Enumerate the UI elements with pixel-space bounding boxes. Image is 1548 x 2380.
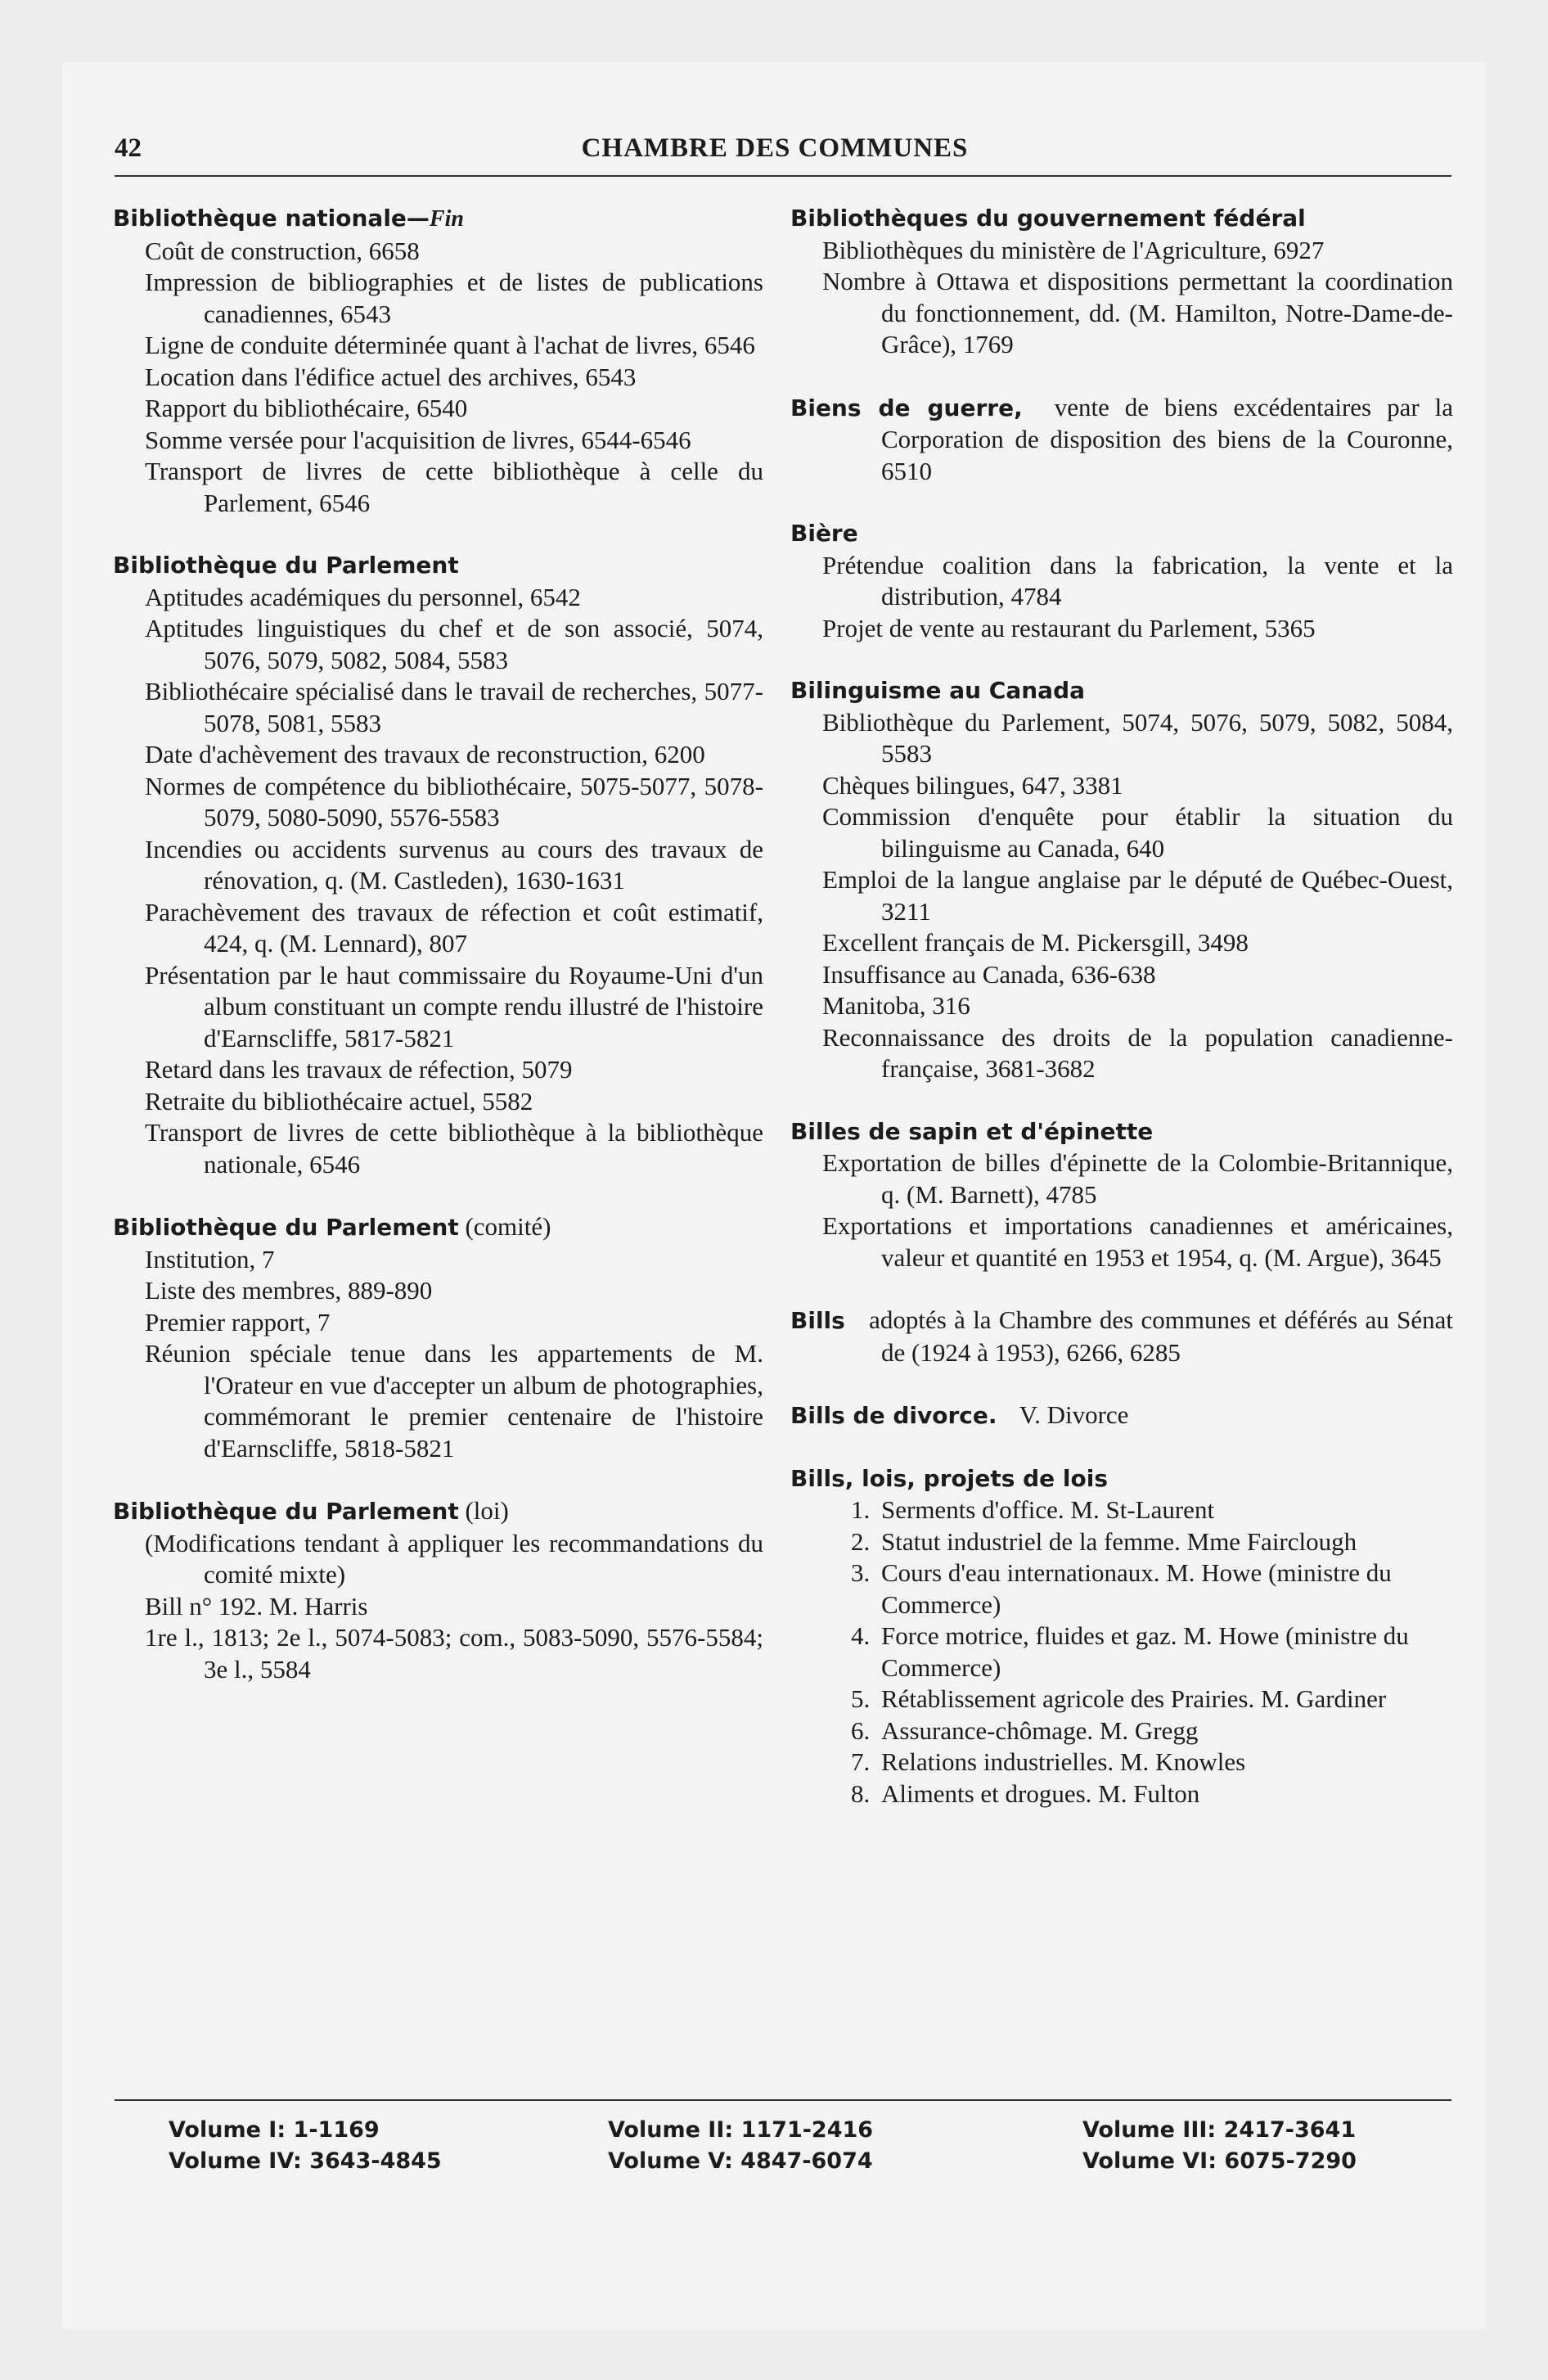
entry-heading: Bilinguisme au Canada bbox=[790, 677, 1086, 704]
entry-heading: Biens de guerre, bbox=[790, 394, 1023, 421]
sub-entry: Commission d'enquête pour établir la situation du bilinguisme au Canada, 640 bbox=[822, 802, 1453, 863]
sub-entry: Impression de bibliographies et de listes de publications canadiennes, 6543 bbox=[145, 268, 763, 328]
sub-entry: Date d'achèvement des travaux de reconstruction, 6200 bbox=[145, 740, 705, 769]
page-header bbox=[115, 133, 1435, 173]
sub-entry: Retraite du bibliothécaire actuel, 5582 bbox=[145, 1086, 533, 1116]
sub-entry: Liste des membres, 889-890 bbox=[145, 1276, 433, 1305]
volume-range: Volume V: 4847-6074 bbox=[608, 2148, 873, 2174]
left-column bbox=[113, 203, 763, 1716]
right-column bbox=[790, 203, 1453, 1841]
entry-text: V. Divorce bbox=[1019, 1400, 1129, 1429]
sub-entry: Aptitudes académiques du personnel, 6542 bbox=[145, 582, 581, 611]
sub-entry: Présentation par le haut commissaire du Royaume-Uni d'un album constituant un compte rendu illustré de l'histoire d'Earnscliffe, 5817-5821 bbox=[145, 960, 763, 1053]
numbered-item: 6. Assurance-chômage. M. Gregg bbox=[851, 1715, 1199, 1745]
sub-entry: Exportation de billes d'épinette de la Colombie-Britannique, q. (M. Barnett), 4785 bbox=[822, 1148, 1453, 1209]
sub-entry: Institution, 7 bbox=[145, 1244, 275, 1273]
footer-volumes-2 bbox=[608, 2115, 873, 2177]
index-entry bbox=[113, 1211, 763, 1464]
page-number: 42 bbox=[115, 133, 142, 163]
sub-entry: Bibliothécaire spécialisé dans le travail de recherches, 5077-5078, 5081, 5583 bbox=[145, 677, 763, 737]
entry-heading: Bibliothèque du Parlement (comité) bbox=[113, 1212, 551, 1241]
numbered-item: 4. Force motrice, fluides et gaz. M. Howe (ministre du Commerce) bbox=[851, 1621, 1409, 1682]
footer-rule bbox=[115, 2099, 1451, 2101]
entry-heading: Bills, lois, projets de lois bbox=[790, 1464, 1109, 1492]
sub-entry: Excellent français de M. Pickersgill, 3498 bbox=[822, 928, 1249, 957]
index-entry bbox=[790, 1305, 1453, 1368]
sub-entry: Incendies ou accidents survenus au cours des travaux de rénovation, q. (M. Castleden), 1630-1631 bbox=[145, 834, 763, 895]
index-entry bbox=[113, 1495, 763, 1685]
entry-heading: Bibliothèque du Parlement bbox=[113, 552, 459, 579]
sub-entry: Insuffisance au Canada, 636-638 bbox=[822, 959, 1156, 989]
numbered-item: 1. Serments d'office. M. St-Laurent bbox=[851, 1495, 1215, 1524]
index-entry bbox=[790, 518, 1453, 644]
index-entry bbox=[790, 1463, 1453, 1810]
entry-text: adoptés à la Chambre des communes et déférés au Sénat de (1924 à 1953), 6266, 6285 bbox=[869, 1305, 1453, 1367]
sub-entry: Rapport du bibliothécaire, 6540 bbox=[145, 394, 468, 422]
volume-range: Volume IV: 3643-4845 bbox=[169, 2148, 442, 2174]
numbered-item: 3. Cours d'eau internationaux. M. Howe (ministre du Commerce) bbox=[851, 1558, 1392, 1619]
sub-entry: Location dans l'édifice actuel des archives, 6543 bbox=[145, 362, 637, 391]
numbered-item: 2. Statut industriel de la femme. Mme Fairclough bbox=[851, 1526, 1357, 1556]
numbered-item: 5. Rétablissement agricole des Prairies. M. Gardiner bbox=[851, 1684, 1387, 1713]
volume-range: Volume III: 2417-3641 bbox=[1082, 2117, 1357, 2143]
entry-heading: Bills de divorce. bbox=[790, 1402, 997, 1429]
sub-entry: Aptitudes linguistiques du chef et de son associé, 5074, 5076, 5079, 5082, 5084, 5583 bbox=[145, 614, 763, 674]
sub-entry: Bill n° 192. M. Harris bbox=[145, 1591, 368, 1620]
sub-entry: Ligne de conduite déterminée quant à l'achat de livres, 6546 bbox=[145, 331, 755, 359]
sub-entry: Réunion spéciale tenue dans les appartements de M. l'Orateur en vue d'accepter un album de photographies, commémorant le premier centenaire de l'histoire d'Earnscliffe, 5818-5821 bbox=[145, 1339, 763, 1463]
header-rule bbox=[115, 175, 1451, 177]
entry-heading: Bibliothèques du gouvernement fédéral bbox=[790, 205, 1306, 232]
sub-entry: Nombre à Ottawa et dispositions permettant la coordination du fonctionnement, dd. (M. Hamilton, Notre-Dame-de-Grâce), 1769 bbox=[822, 267, 1453, 358]
sub-entry: Exportations et importations canadiennes et américaines, valeur et quantité en 1953 et 1954, q. (M. Argue), 3645 bbox=[822, 1211, 1453, 1272]
sub-entry: Reconnaissance des droits de la population canadienne-française, 3681-3682 bbox=[822, 1022, 1453, 1083]
sub-entry: Somme versée pour l'acquisition de livres, 6544-6546 bbox=[145, 425, 691, 454]
index-entry bbox=[790, 675, 1453, 1085]
entry-heading: Billes de sapin et d'épinette bbox=[790, 1117, 1154, 1145]
numbered-item: 7. Relations industrielles. M. Knowles bbox=[851, 1747, 1246, 1776]
sub-entry: Coût de construction, 6658 bbox=[145, 236, 420, 265]
index-entry bbox=[790, 1116, 1453, 1274]
sub-entry: (Modifications tendant à appliquer les recommandations du comité mixte) bbox=[145, 1528, 763, 1589]
footer-volumes-1 bbox=[169, 2115, 442, 2177]
entry-heading: Bills bbox=[790, 1307, 845, 1334]
numbered-item: 8. Aliments et drogues. M. Fulton bbox=[851, 1778, 1200, 1808]
sub-entry: Projet de vente au restaurant du Parlement, 5365 bbox=[822, 613, 1316, 642]
entry-heading: Bière bbox=[790, 520, 858, 547]
sub-entry: Transport de livres de cette bibliothèque à la bibliothèque nationale, 6546 bbox=[145, 1118, 763, 1179]
index-entry bbox=[790, 392, 1453, 488]
volume-range: Volume I: 1-1169 bbox=[169, 2117, 380, 2143]
index-entry bbox=[113, 550, 763, 1180]
entry-heading: Bibliothèque du Parlement (loi) bbox=[113, 1496, 509, 1525]
sub-entry: Retard dans les travaux de réfection, 5079 bbox=[145, 1055, 573, 1084]
sub-entry: Parachèvement des travaux de réfection et coût estimatif, 424, q. (M. Lennard), 807 bbox=[145, 897, 763, 958]
index-entry bbox=[113, 203, 763, 519]
sub-entry: Bibliothèques du ministère de l'Agriculture, 6927 bbox=[822, 235, 1325, 264]
sub-entry: Manitoba, 316 bbox=[822, 991, 970, 1020]
sub-entry: Emploi de la langue anglaise par le député de Québec-Ouest, 3211 bbox=[822, 865, 1453, 926]
entry-heading: Bibliothèque nationale—Fin bbox=[113, 205, 464, 232]
sub-entry: Chèques bilingues, 647, 3381 bbox=[822, 770, 1123, 800]
footer-volumes-3 bbox=[1082, 2115, 1357, 2177]
index-entry bbox=[790, 203, 1453, 361]
volume-range: Volume VI: 6075-7290 bbox=[1082, 2148, 1357, 2174]
index-entry bbox=[790, 1400, 1453, 1432]
running-title: CHAMBRE DES COMMUNES bbox=[581, 133, 969, 163]
volume-range: Volume II: 1171-2416 bbox=[608, 2117, 874, 2143]
sub-entry: 1re l., 1813; 2e l., 5074-5083; com., 5083-5090, 5576-5584; 3e l., 5584 bbox=[145, 1623, 763, 1684]
sub-entry: Bibliothèque du Parlement, 5074, 5076, 5079, 5082, 5084, 5583 bbox=[822, 707, 1453, 768]
sub-entry: Prétendue coalition dans la fabrication, la vente et la distribution, 4784 bbox=[822, 550, 1453, 611]
sub-entry: Normes de compétence du bibliothécaire, 5075-5077, 5078-5079, 5080-5090, 5576-5583 bbox=[145, 771, 763, 832]
sub-entry: Premier rapport, 7 bbox=[145, 1307, 331, 1336]
entry-text: vente de biens excédentaires par la Corporation de disposition des biens de la Couronne, 6510 bbox=[881, 392, 1454, 485]
sub-entry: Transport de livres de cette bibliothèque à celle du Parlement, 6546 bbox=[145, 457, 763, 517]
